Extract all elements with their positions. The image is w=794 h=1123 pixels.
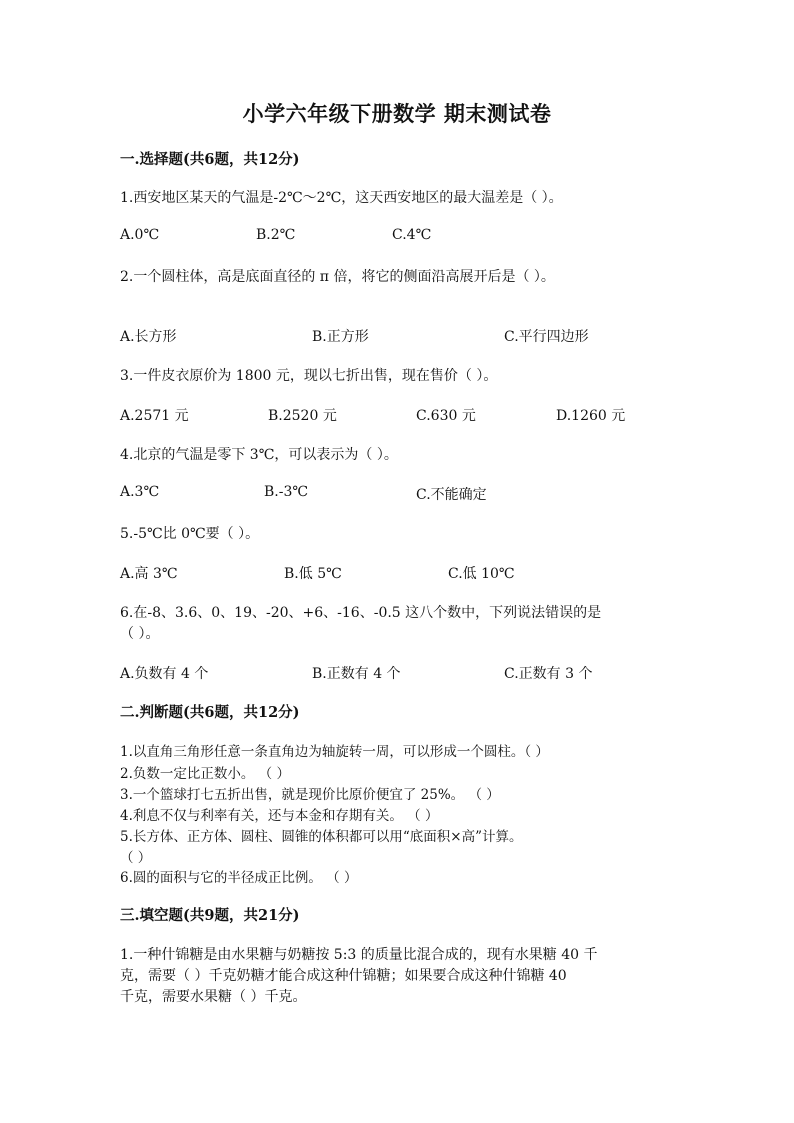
option: B.2℃ [256, 227, 296, 243]
option: B.2520 元 [268, 408, 337, 424]
judgement-item: 5.长方体、正方体、圆柱、圆锥的体积都可以用“底面积×高”计算。 [120, 829, 523, 845]
question-text: 2.一个圆柱体，高是底面直径的 π 倍，将它的侧面沿高展开后是（ ）。 [120, 269, 555, 285]
option: C.不能确定 [416, 487, 487, 503]
option: A.负数有 4 个 [120, 666, 209, 682]
question-text: （ ）。 [120, 626, 160, 642]
option: D.1260 元 [556, 408, 626, 424]
section-heading-fill: 三.填空题(共9题，共21分) [120, 907, 300, 924]
option: A.3℃ [120, 484, 160, 500]
judgement-item: （ ） [120, 850, 152, 866]
fill-question-line: 克，需要（ ）千克奶糖才能合成这种什锦糖；如果要合成这种什锦糖 40 [120, 968, 567, 984]
option: A.长方形 [120, 329, 177, 345]
section-heading-judgement: 二.判断题(共6题，共12分) [120, 704, 300, 721]
option: B.正方形 [312, 329, 369, 345]
question-text: 3.一件皮衣原价为 1800 元，现以七折出售，现在售价（ ）。 [120, 368, 498, 384]
question-text: 6.在-8、3.6、0、19、-20、+6、-16、-0.5 这八个数中，下列说法错误的是 [120, 605, 602, 621]
option: A.高 3℃ [120, 566, 178, 582]
option: C.低 10℃ [448, 566, 515, 582]
fill-question-line: 1.一种什锦糖是由水果糖与奶糖按 5:3 的质量比混合成的，现有水果糖 40 千 [120, 947, 598, 963]
option: C.正数有 3 个 [504, 666, 593, 682]
judgement-item: 4.利息不仅与利率有关，还与本金和存期有关。 （ ） [120, 808, 439, 824]
question-text: 4.北京的气温是零下 3℃，可以表示为（ ）。 [120, 447, 398, 463]
judgement-item: 6.圆的面积与它的半径成正比例。 （ ） [120, 870, 358, 886]
option: C.4℃ [392, 227, 432, 243]
judgement-item: 2.负数一定比正数小。 （ ） [120, 766, 290, 782]
judgement-item: 3.一个篮球打七五折出售，就是现价比原价便宜了 25%。 （ ） [120, 787, 500, 803]
page-title: 小学六年级下册数学 期末测试卷 [242, 101, 552, 126]
option: A.2571 元 [120, 408, 189, 424]
option: B.-3℃ [264, 484, 309, 500]
fill-question-line: 千克，需要水果糖（ ）千克。 [120, 989, 307, 1005]
judgement-item: 1.以直角三角形任意一条直角边为轴旋转一周，可以形成一个圆柱。（ ） [120, 744, 549, 760]
option: B.低 5℃ [284, 566, 342, 582]
option: A.0℃ [120, 227, 160, 243]
section-heading-choice: 一.选择题(共6题，共12分) [120, 151, 300, 168]
option: B.正数有 4 个 [312, 666, 401, 682]
question-text: 1.西安地区某天的气温是-2℃～2℃，这天西安地区的最大温差是（ ）。 [120, 190, 563, 206]
option: C.630 元 [416, 408, 476, 424]
question-text: 5.-5℃比 0℃要（ ）。 [120, 526, 260, 542]
option: C.平行四边形 [504, 329, 589, 345]
